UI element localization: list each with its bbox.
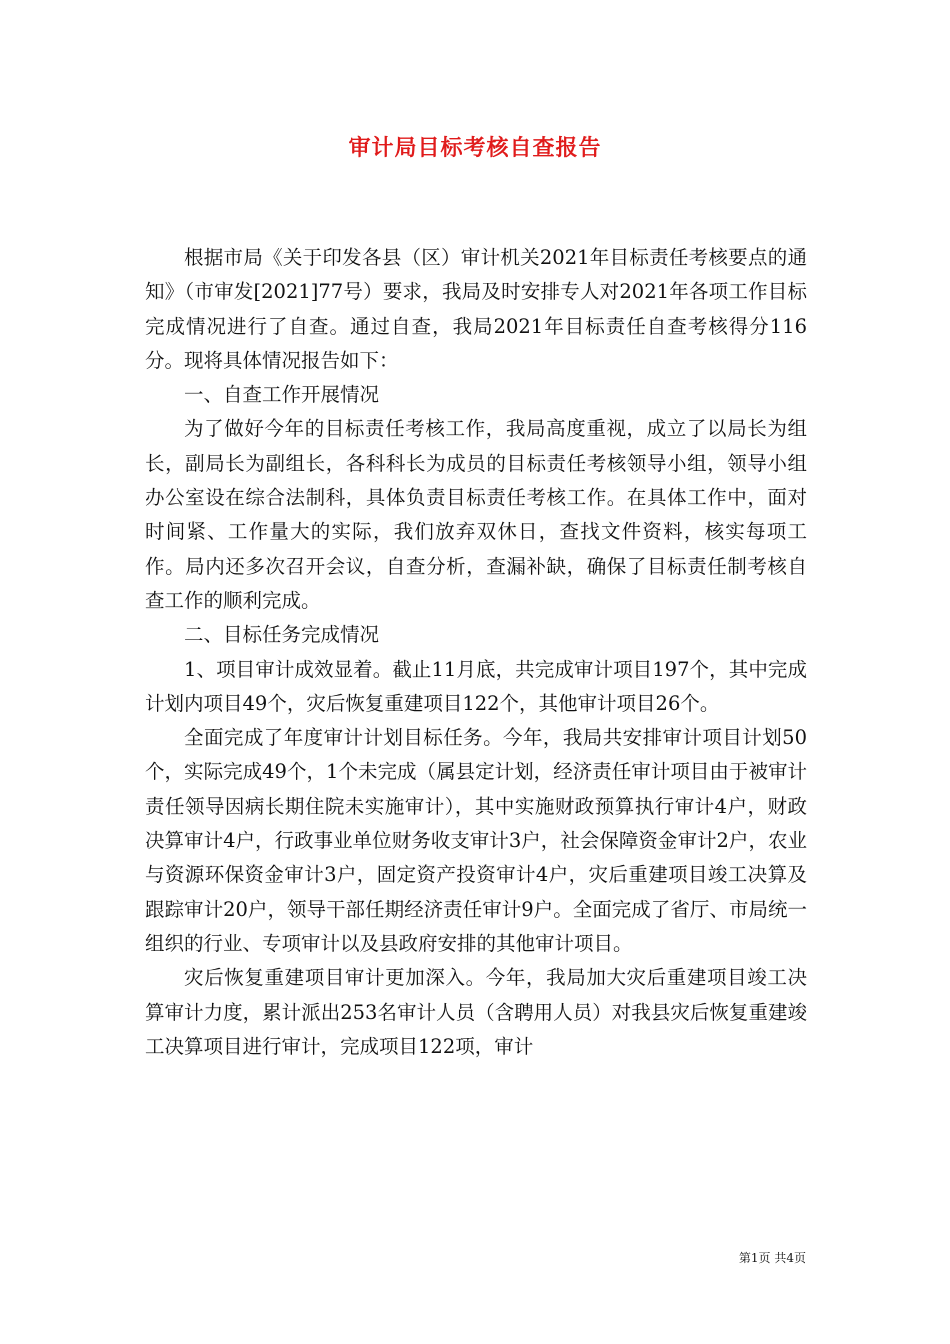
paragraph-plan: 全面完成了年度审计计划目标任务。今年，我局共安排审计项目计划50个，实际完成49个，1个未完成（属县定计划，经济责任审计项目由于被审计责任领导因病长期住院未实施审计），其中实施财政预算执行审计4户，财政决算审计4户，行政事业单位财务收支审计3户，社会保障资金审计2户，农业与资源环保资金审计3户，固定资产投资审计4户，灾后重建项目竣工决算及跟踪审计20户，领导干部任期经济责任审计9户。全面完成了省厅、市局统一组织的行业、专项审计以及县政府安排的其他审计项目。 [145,726,807,955]
paragraph-item-1: 1、项目审计成效显着。截止11月底，共完成审计项目197个，其中完成计划内项目49个，灾后恢复重建项目122个，其他审计项目26个。 [145,657,807,715]
paragraph-intro: 根据市局《关于印发各县（区）审计机关2021年目标责任考核要点的通知》（市审发[2021]77号）要求，我局及时安排专人对2021年各项工作目标完成情况进行了自查。通过自查，我局2021年目标责任自查考核得分116分。现将具体情况报告如下： [145,246,807,372]
document-title: 审计局目标考核自查报告 [348,135,602,161]
section-heading-1: 一、自查工作开展情况 [184,383,380,407]
page-number: 第1页 共4页 [738,1251,806,1265]
section-heading-2: 二、目标任务完成情况 [184,623,380,647]
paragraph-section-1: 为了做好今年的目标责任考核工作，我局高度重视，成立了以局长为组长，副局长为副组长，各科科长为成员的目标责任考核领导小组，领导小组办公室设在综合法制科，具体负责目标责任考核工作。在具体工作中，面对时间紧、工作量大的实际，我们放弃双休日，查找文件资料，核实每项工作。局内还多次召开会议，自查分析，查漏补缺，确保了目标责任制考核自查工作的顺利完成。 [145,417,807,612]
paragraph-reconstruction: 灾后恢复重建项目审计更加深入。今年，我局加大灾后重建项目竣工决算审计力度，累计派出253名审计人员（含聘用人员）对我县灾后恢复重建竣工决算项目进行审计，完成项目122项，审计 [145,966,807,1058]
document-body [145,241,807,1064]
